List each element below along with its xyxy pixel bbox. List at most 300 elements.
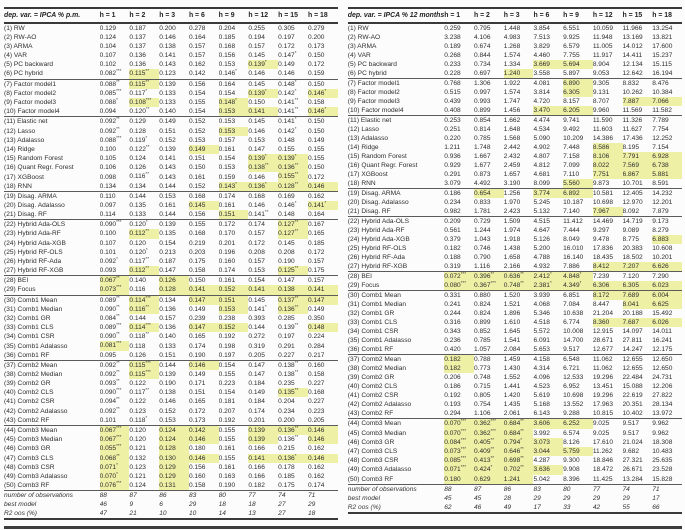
- value-cell: 0.154: [159, 239, 176, 247]
- value-cell: 0.154: [189, 107, 219, 117]
- value-cell: 0.141**: [278, 97, 299, 107]
- value-cell: 0.085***: [99, 88, 122, 97]
- value-cell: 4.068: [533, 301, 550, 309]
- table-row: [348, 327, 682, 336]
- value-cell: 0.085***: [444, 456, 474, 465]
- value-cell: 1.748: [473, 144, 491, 151]
- row-label: (33) Comb1 CLS: [4, 324, 54, 332]
- value-cell: 0.151: [188, 155, 206, 163]
- value-cell: 0.164: [308, 210, 338, 220]
- value-cell: 0.155: [278, 145, 295, 153]
- row-label: (28) BEI: [347, 273, 372, 281]
- value-cell: 0.093**: [99, 379, 120, 388]
- value-cell: 0.190: [219, 481, 249, 491]
- value-cell: 0.161: [218, 463, 236, 471]
- value-cell: 0.098: [99, 173, 117, 181]
- value-cell: 0.253: [444, 117, 461, 124]
- column-header: h = 6: [533, 8, 563, 23]
- value-cell: 2.442: [503, 144, 521, 151]
- table-row: [4, 136, 338, 145]
- summary-value: 28: [503, 494, 512, 502]
- row-label: (14) Ridge: [4, 145, 35, 153]
- table-row: [348, 198, 682, 207]
- value-cell: 5.200: [533, 245, 550, 252]
- value-cell: 6.305: [563, 88, 593, 97]
- significance-stars: **: [145, 332, 149, 337]
- value-cell: 1.645: [503, 328, 521, 336]
- value-cell: 0.147: [248, 145, 265, 153]
- row-label: (9) Factor model3: [4, 99, 57, 107]
- value-cell: 0.138**: [278, 369, 299, 378]
- value-cell: 0.141: [248, 285, 278, 295]
- value-cell: 0.219: [188, 239, 206, 247]
- column-header: h = 15: [278, 8, 308, 23]
- value-cell: 7.154: [652, 144, 669, 151]
- table-row: [348, 456, 682, 465]
- value-cell: 0.070***: [444, 419, 474, 429]
- value-cell: 16.194: [652, 69, 682, 79]
- value-cell: 0.154: [218, 89, 236, 97]
- value-cell: 0.172: [248, 239, 265, 247]
- value-cell: 0.185: [218, 34, 236, 41]
- row-label: (4) VAR: [4, 52, 27, 60]
- value-cell: 0.149: [307, 136, 325, 144]
- value-cell: 0.092**: [99, 126, 120, 135]
- value-cell: 0.170: [218, 230, 236, 238]
- value-cell: 0.157: [307, 277, 325, 285]
- value-cell: 0.158: [189, 266, 219, 276]
- value-cell: 0.138: [159, 43, 176, 50]
- significance-stars: *: [294, 154, 297, 159]
- row-label: (32) Comb1 GR: [347, 310, 395, 318]
- value-cell: 1.667: [473, 153, 491, 160]
- value-cell: 0.136: [159, 324, 176, 332]
- value-cell: 0.148: [278, 210, 308, 220]
- row-label: (34) Comb1 CSR: [347, 328, 399, 336]
- value-cell: 0.100: [99, 230, 117, 238]
- value-cell: 3.992: [533, 429, 550, 437]
- value-cell: 0.785: [473, 337, 491, 345]
- table-row: [4, 314, 338, 323]
- value-cell: 0.157: [307, 257, 325, 265]
- value-cell: 0.089***: [99, 323, 122, 332]
- significance-stars: *: [294, 79, 297, 84]
- table-row: [4, 407, 338, 416]
- row-label: (37) Comb2 Mean: [347, 356, 401, 364]
- table-row: [348, 116, 682, 126]
- value-cell: 0.166: [248, 463, 265, 471]
- value-cell: 7.967: [593, 207, 623, 217]
- value-cell: 0.197: [278, 333, 295, 341]
- value-cell: 0.136: [159, 305, 176, 313]
- value-cell: 0.316: [444, 319, 461, 327]
- significance-stars: **: [116, 406, 120, 411]
- row-label: (19) Disag. ARMA: [4, 192, 57, 200]
- value-cell: 0.188: [444, 254, 461, 261]
- value-cell: 0.133: [159, 342, 176, 350]
- value-cell: 0.153: [248, 136, 265, 144]
- value-cell: 16.010: [563, 245, 584, 252]
- value-cell: 0.141: [308, 285, 338, 295]
- table-row: [4, 370, 338, 379]
- summary-label: R2 oos (%): [348, 503, 444, 513]
- value-cell: 0.141*: [278, 116, 297, 126]
- value-cell: 0.224: [307, 333, 325, 341]
- value-cell: 8.476: [652, 80, 669, 87]
- value-cell: 1.922: [503, 80, 521, 87]
- value-cell: 0.094**: [99, 397, 120, 406]
- value-cell: 11.412: [563, 218, 583, 225]
- value-cell: 0.142: [189, 425, 219, 435]
- value-cell: 9.053: [593, 69, 623, 79]
- value-cell: 1.441: [503, 383, 521, 391]
- value-cell: 14.097: [622, 328, 643, 336]
- summary-value: 18: [308, 509, 338, 519]
- value-cell: 0.393: [248, 314, 265, 322]
- value-cell: 9.305: [592, 80, 610, 87]
- value-cell: 18.846: [592, 457, 613, 465]
- row-label: (50) Comb3 RF: [4, 481, 100, 491]
- value-cell: 0.729: [473, 218, 491, 225]
- row-label: (35) Comb1 Adalasso: [347, 337, 412, 345]
- value-cell: 0.190: [189, 351, 219, 361]
- row-label: (29) Focus: [348, 281, 444, 291]
- value-cell: 1.106: [474, 409, 504, 419]
- value-cell: 4.314: [533, 365, 550, 373]
- column-header: h = 12: [593, 8, 623, 23]
- value-cell: 0.146: [248, 173, 265, 181]
- summary-value: 88: [99, 492, 107, 500]
- value-cell: 0.200: [307, 34, 325, 41]
- row-label: (40) Comb2 CLS: [4, 389, 54, 397]
- value-cell: 0.185: [307, 239, 325, 247]
- value-cell: 0.161: [188, 173, 206, 181]
- table-row: [4, 323, 338, 332]
- value-cell: 0.409**: [474, 447, 504, 456]
- value-cell: 0.515: [444, 89, 461, 96]
- value-cell: 0.684**: [504, 429, 534, 438]
- value-cell: 0.187: [159, 257, 176, 265]
- row-label: (38) Comb2 Median: [4, 370, 63, 378]
- value-cell: 0.142: [189, 69, 219, 79]
- significance-stars: **: [145, 79, 149, 84]
- value-cell: 0.150: [307, 127, 325, 135]
- value-cell: 0.162: [188, 61, 206, 69]
- significance-stars: *: [145, 219, 148, 225]
- value-cell: 0.146: [248, 127, 265, 135]
- value-cell: 5.168: [533, 401, 550, 409]
- value-cell: 0.120: [129, 436, 146, 444]
- value-cell: 8.360: [593, 318, 623, 327]
- value-cell: 0.208: [248, 248, 265, 256]
- value-cell: 0.110: [99, 192, 116, 200]
- column-header: h = 15: [623, 8, 653, 23]
- table-row: [4, 127, 338, 136]
- value-cell: 0.114: [100, 210, 130, 220]
- value-cell: 0.142*: [278, 126, 297, 135]
- value-cell: 4.287: [533, 457, 550, 465]
- significance-stars: **: [294, 388, 299, 393]
- value-cell: 0.154: [248, 277, 265, 285]
- value-cell: 0.153: [219, 127, 249, 136]
- summary-value: 46: [474, 503, 504, 513]
- significance-stars: *: [549, 281, 552, 286]
- value-cell: 1.610: [503, 319, 521, 327]
- value-cell: 0.405**: [474, 438, 504, 447]
- value-cell: 0.095: [100, 351, 130, 361]
- table-row: [348, 272, 682, 282]
- value-cell: 1.970: [503, 199, 521, 206]
- value-cell: 8.707: [592, 98, 610, 105]
- value-cell: 0.146*: [308, 89, 338, 98]
- significance-stars: ***: [460, 465, 467, 470]
- value-cell: 0.151: [219, 295, 249, 305]
- value-cell: 0.107: [99, 52, 117, 60]
- value-cell: 0.141: [248, 454, 278, 463]
- value-cell: 0.873: [473, 171, 491, 178]
- value-cell: 0.899: [473, 319, 491, 327]
- value-cell: 10.209: [563, 135, 584, 142]
- value-cell: 0.082***: [100, 69, 130, 79]
- value-cell: 0.234: [278, 407, 295, 415]
- value-cell: 0.244: [444, 310, 461, 318]
- value-cell: 0.161: [218, 277, 236, 285]
- value-cell: 0.159: [308, 69, 338, 79]
- significance-stars: *: [324, 88, 327, 93]
- row-label: (25) Hybrid RF-OLS: [347, 245, 407, 252]
- table-row: [348, 336, 682, 345]
- value-cell: 0.094: [100, 107, 130, 117]
- value-cell: 12.175: [652, 345, 682, 355]
- summary-value: 71: [652, 485, 660, 493]
- significance-stars: *: [294, 116, 297, 122]
- table-row: [348, 409, 682, 419]
- value-cell: 10.262: [622, 89, 643, 96]
- value-cell: 16.241: [652, 337, 673, 345]
- value-cell: 6.774: [563, 319, 580, 327]
- value-cell: 0.155: [218, 436, 236, 444]
- value-cell: 0.131: [159, 481, 189, 491]
- table-row: [4, 388, 338, 397]
- value-cell: 0.068**: [100, 454, 130, 463]
- value-cell: 0.180: [188, 445, 206, 453]
- value-cell: 0.144: [129, 192, 146, 200]
- significance-stars: *: [145, 247, 148, 252]
- value-cell: 0.160: [307, 361, 325, 369]
- value-cell: 18.435: [592, 254, 613, 261]
- table-row: [348, 244, 682, 253]
- value-cell: 12.655: [622, 356, 643, 364]
- summary-value: 45: [473, 494, 482, 502]
- value-cell: 6.205: [563, 106, 593, 116]
- row-label: (2) RW-AO: [4, 34, 37, 41]
- value-cell: 0.143*: [219, 182, 249, 192]
- value-cell: 0.137**: [278, 295, 308, 305]
- significance-stars: **: [116, 126, 120, 131]
- significance-stars: ***: [116, 285, 122, 290]
- row-label: (1) RW: [4, 25, 25, 32]
- value-cell: 4.807: [533, 153, 550, 160]
- value-cell: 0.154: [218, 389, 236, 397]
- table-title: dep. var. = IPCA % p.m.: [4, 8, 100, 23]
- value-cell: 13.552: [563, 401, 584, 409]
- value-cell: 0.157: [248, 230, 265, 238]
- value-cell: 0.197: [219, 351, 249, 361]
- value-cell: 0.204: [218, 25, 236, 32]
- value-cell: 10.581: [592, 190, 613, 197]
- value-cell: 0.128: [129, 127, 146, 135]
- table-row: [348, 179, 682, 189]
- table-row: [4, 435, 338, 444]
- value-cell: 0.192: [218, 333, 236, 341]
- value-cell: 0.141*: [248, 304, 267, 313]
- row-label: (39) Comb2 GR: [347, 374, 395, 382]
- table-row: [348, 429, 682, 438]
- table-row: [4, 248, 338, 257]
- value-cell: 11.062: [592, 365, 613, 373]
- value-cell: 11.326: [622, 117, 643, 124]
- value-cell: 0.092**: [99, 360, 120, 369]
- column-header: h = 1: [444, 8, 474, 23]
- value-cell: 0.236: [444, 337, 461, 345]
- row-label: (49) Comb3 Adalasso: [4, 472, 68, 480]
- row-label: (36) Comb1 RF: [348, 345, 444, 355]
- value-cell: 10.059: [592, 25, 613, 32]
- value-cell: 0.136**: [278, 163, 308, 172]
- value-cell: 7.444: [563, 227, 580, 234]
- summary-value: 66: [652, 503, 682, 513]
- value-cell: 3.079: [444, 179, 474, 189]
- value-cell: 4.902: [533, 144, 550, 151]
- value-cell: 0.182: [248, 481, 278, 491]
- value-cell: 17.600: [652, 43, 673, 50]
- value-cell: 0.158: [307, 370, 325, 378]
- value-cell: 0.166: [248, 472, 265, 480]
- value-cell: 0.198: [218, 342, 236, 350]
- row-label: (12) Lasso: [347, 126, 379, 133]
- value-cell: 14.411: [622, 52, 643, 59]
- value-cell: 0.139: [159, 80, 176, 88]
- significance-stars: **: [145, 256, 149, 261]
- significance-stars: *: [116, 256, 118, 261]
- value-cell: 0.155: [188, 99, 206, 107]
- table-row: [4, 117, 338, 127]
- value-cell: 0.120: [129, 239, 146, 247]
- summary-row: [4, 500, 338, 509]
- table-panels: [4, 7, 682, 520]
- value-cell: 0.165: [188, 398, 206, 406]
- value-cell: 0.092**: [99, 116, 120, 126]
- table-row: [348, 309, 682, 318]
- value-cell: 0.824: [473, 301, 491, 309]
- value-cell: 20.188: [622, 310, 643, 318]
- value-cell: 0.141**: [248, 210, 278, 220]
- significance-stars: **: [294, 304, 299, 309]
- value-cell: 0.108***: [129, 98, 159, 107]
- value-cell: 22.484: [622, 374, 643, 382]
- value-cell: 0.168: [307, 389, 325, 397]
- significance-stars: ***: [116, 425, 122, 430]
- value-cell: 0.439: [444, 98, 461, 105]
- value-cell: 14.011: [652, 328, 672, 336]
- value-cell: 6.026: [652, 318, 682, 327]
- significance-stars: ***: [145, 360, 151, 365]
- value-cell: 9.089: [622, 227, 640, 234]
- significance-stars: **: [116, 313, 120, 318]
- table-row: [4, 69, 338, 79]
- significance-stars: **: [116, 304, 120, 309]
- value-cell: 6.548: [563, 356, 580, 364]
- value-cell: 0.155: [188, 221, 206, 229]
- value-cell: 12.650: [652, 356, 673, 364]
- row-label: (14) Ridge: [347, 144, 379, 151]
- value-cell: 0.187: [129, 25, 146, 32]
- value-cell: 6.091: [533, 337, 550, 345]
- value-cell: 0.139**: [278, 323, 299, 332]
- value-cell: 11.062: [592, 356, 613, 364]
- summary-value: 86: [503, 485, 512, 493]
- value-cell: 0.413**: [474, 456, 504, 465]
- significance-stars: **: [294, 229, 299, 234]
- value-cell: 0.167: [307, 221, 325, 229]
- value-cell: 0.794*: [504, 438, 534, 447]
- value-cell: 0.200: [159, 25, 176, 32]
- value-cell: 14.469: [592, 218, 613, 225]
- value-cell: 0.100: [99, 145, 117, 153]
- value-cell: 12.206: [652, 383, 673, 391]
- row-label: (21) Disag. RF: [4, 210, 100, 220]
- value-cell: 12.134: [622, 61, 643, 68]
- table-row: [348, 400, 682, 409]
- value-cell: 1.241: [504, 475, 534, 485]
- value-cell: 0.674: [473, 43, 491, 50]
- value-cell: 0.162: [307, 192, 325, 200]
- value-cell: 0.092**: [99, 369, 120, 378]
- value-cell: 3.829: [533, 43, 550, 50]
- table-row: [4, 163, 338, 172]
- significance-stars: **: [520, 281, 524, 286]
- value-cell: 4.460: [533, 52, 550, 59]
- value-cell: 0.133: [159, 99, 176, 107]
- table-row: [4, 360, 338, 370]
- value-cell: 12.533: [563, 374, 584, 382]
- value-cell: 4.812: [533, 162, 550, 169]
- value-cell: 11.425: [593, 475, 623, 485]
- significance-stars: **: [116, 116, 120, 122]
- value-cell: 10.815: [593, 409, 623, 419]
- value-cell: 0.163: [218, 472, 236, 480]
- significance-stars: *: [324, 200, 327, 205]
- value-cell: 0.145: [248, 80, 265, 88]
- value-cell: 0.115**: [129, 69, 159, 79]
- summary-value: 33: [563, 503, 593, 513]
- value-cell: 0.159: [218, 173, 236, 181]
- value-cell: 9.741: [563, 117, 580, 124]
- value-cell: 0.165: [188, 333, 206, 341]
- value-cell: 0.157: [159, 314, 176, 322]
- table-row: [4, 210, 338, 220]
- value-cell: 15.237: [652, 52, 673, 59]
- value-cell: 0.153: [159, 192, 176, 200]
- value-cell: 11.262: [592, 448, 613, 456]
- table-row: [348, 152, 682, 161]
- summary-value: 17: [652, 494, 660, 502]
- value-cell: 0.255: [248, 25, 265, 32]
- significance-stars: **: [294, 172, 299, 177]
- value-cell: 0.147: [189, 295, 219, 305]
- value-cell: 0.107: [99, 239, 117, 247]
- value-cell: 0.795: [473, 25, 491, 32]
